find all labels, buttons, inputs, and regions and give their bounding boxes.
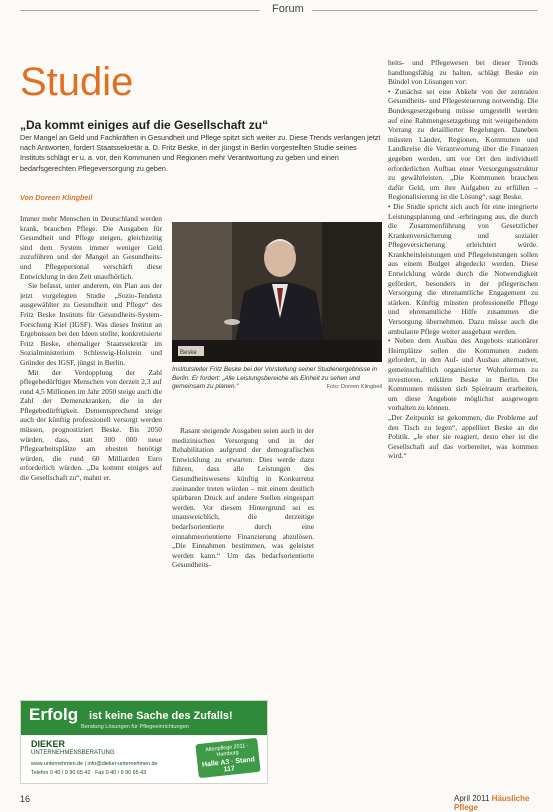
ad-booth: Halle A3 · Stand 117 bbox=[201, 756, 256, 774]
ad-phone: Telefon 0 40 / 9 90 65 42 · Fax 0 40 / 9 90 65 43 bbox=[31, 770, 147, 776]
article-author: Von Doreen Klingbeil bbox=[20, 193, 93, 202]
article-title: Studie bbox=[20, 60, 134, 104]
article-column-2 bbox=[172, 426, 314, 596]
photo-caption: Institutsleiter Fritz Beske bei der Vorstellung seiner Studienergebnisse in Berlin. Er fordert: „Alle Leistungsbereiche als Einheit zu sehen und gemeinsam zu planen.“ bbox=[172, 366, 378, 391]
ad-service: UNTERNEHMENSBERATUNG bbox=[31, 750, 115, 756]
ad-banner bbox=[21, 701, 267, 735]
ad-fair-badge bbox=[195, 738, 260, 778]
speaker-photo-illustration bbox=[172, 222, 382, 362]
article-lead: Der Mangel an Geld und Fachkräften in Gesundheit und Pflege spitzt sich weiter zu. Diese Trends verlangen jetzt nach Antworten, fordert Staatssekretär a. D. Fritz Beske, in der jüngst in Berlin vorgestellten Studie seines Instituts schlägt er u. a. vor, den Kommunen und Regionen mehr Verantwortung zu geben und einen bedarfsgerechten Pflegeversorgung zu geben. bbox=[20, 133, 381, 173]
bullet-item: • Neben dem Ausbau des Angebots stationärer Heimplätze sollen die Kommunen zudem gefordert, in den Auf- und Ausbau alternativer, gemeinschaftlich organisierter Wohnformen zu investieren, erklärte Beske in Berlin. Die Kommunen müssten sich Spielraum erarbeiten, um diese Angebote möglichst ausgewogen vorhalten zu können. bbox=[388, 336, 538, 413]
issue-footer bbox=[454, 794, 553, 812]
article-headline: „Da kommt einiges auf die Gesellschaft zu“ bbox=[20, 118, 269, 132]
ad-subtitle: Beratung Lösungen für Pflegeeinrichtungen bbox=[81, 724, 189, 730]
bullet-item: • Zunächst sei eine Abkehr von der zentralen Gesundheits- und Pflegesteuerung notwendig. Die Bundesgesetzgebung müsse umgestellt werden auf eine Rahmengesetzgebung mit weitgehendem Vorrang zu detaillierter Regelungen. Daneben müssten Länder, Regionen, Kommunen und Landkreise die Verantwortung über die Finanzen gegeben werden, um vor Ort den individuell erforderlichen Aufbau einer Versorgungsstruktur zu gewährleisten. „Die Kommunen brauchen dafür Geld, um ihre Aufgaben zu erfüllen – Regionalisierung ist die Lösung“, sagt Beske. bbox=[388, 86, 538, 202]
ad-event: Altenpflege 2011 · Hamburg bbox=[205, 742, 249, 759]
top-rule-left bbox=[20, 10, 260, 11]
paragraph: heits- und Pflegewesen bei dieser Trends handlungsfähig zu halten, schlägt Beske ein Bündel von Lösungen vor: bbox=[388, 58, 538, 87]
advertisement[interactable] bbox=[20, 700, 268, 784]
magazine-name: Häusliche Pflege bbox=[454, 794, 530, 812]
name-tag: Beske bbox=[180, 350, 197, 356]
bullet-item: • Die Studie spricht sich auch für eine integrierte Leistungsplanung und -erbringung aus, die durch die Zusammenführung von Gesetzlicher Krankenversicherung und sozialer Pflegeversicherung erleichtert würde. Krankheitsleistungen und Pflegeleistungen sollen aus einem Budget abgedeckt werden. Diese Entwicklung würde durch die Notwendigkeit gefördert, besonders in der pflegerischen Versorgung die ehrenamtliche Engagement zu stärken. Künftig müssten professionelle Pflege und ehrenamtliche Hilfe zusammen die Versorgung übernehmen. Dazu müsse auch die ambulante Pflege weiter ausgebaut werden. bbox=[388, 201, 538, 336]
page-number: 16 bbox=[20, 794, 31, 804]
paragraph: Immer mehr Menschen in Deutschland werden krank, brauchen Pflege. Die Ausgaben für Gesundheit und Pflege steigen, gleichzeitig sind dem System immer weniger Geld zuzuführen und der Mangel an Gesundheits- und Pflegepersonal verschärft diese Entwicklung in den Zeit unaufhörlich. bbox=[20, 214, 162, 281]
top-rule-right bbox=[312, 10, 538, 11]
photo-credit: Foto: Doreen Klingbeil bbox=[326, 384, 382, 390]
article-photo bbox=[172, 222, 382, 362]
paragraph: Rasant steigende Ausgaben seien auch in der medizinischen Versorgung und in der Rehabilitation aufgrund der demografischen Entwicklung zu erwarten. Dies werde dazu führen, dass alle Leistungen des Gesundheitswesens künftig in Konkurrenz zueinander treten würden – mit einem deutlich spürbaren Druck auf andere Stellen eingespart werden. Vor diesem Hintergrund sei es unausweichlich, die derzeitige bedarfsorientierte durch eine einnahmeorientierte Finanzierung abzulösen. „Die Einnahmen bestimmen, was geleistet werden kann.“ Um das bedarfsorientierte Gesundheits- bbox=[172, 426, 314, 570]
ad-slogan: ist keine Sache des Zufalls! bbox=[89, 710, 233, 722]
paragraph: Sie befasst, unter anderem, ein Plan aus der jetzt vorgelegten Studie „Sozio-Tendenz ausgewählter zu Gesundheit und Pflege“ des Fritz Beske Instituts für Gesundheits-System-Forschung Kiel (IGSF). Was dieses Institut an Ergebnissen bei den Ideen stellte, konkretisierte Fritz Beske, ehemaliger Staatssekretär im Sozialministerium Schleswig-Holstein und Gründer des IGSF, jüngst in Berlin. bbox=[20, 281, 162, 367]
article-column-3 bbox=[388, 58, 538, 768]
ad-title: Erfolg bbox=[29, 705, 79, 724]
paragraph: „Der Zeitpunkt ist gekommen, die Probleme auf den Tisch zu legen“, appelliert Beske an die Politik. „Je eher sie reagiert, desto eher ist die Gesellschaft auf das vorbereitet, was kommen wird.“ bbox=[388, 412, 538, 461]
article-column-1 bbox=[20, 214, 162, 594]
ad-company: DIEKER bbox=[31, 739, 66, 749]
section-label: Forum bbox=[272, 3, 304, 15]
issue-date: April 2011 bbox=[454, 794, 490, 803]
paragraph: Mit der Verdopplung der Zahl pflegebedürftiger Menschen von derzeit 2,3 auf rund 4,5 Millionen im Jahr 2050 steige auch die Zahl der Demenzkranken, die in der Pflegebedürftigkeit. Dementsprechend steige auch der künftig professionell versorgt werden müssen, prognostiziert Beske. Bis 2050 würden, dass, statt 300 000 neue Pflegearbeitsplätze am ehesten benötigt würden, die rund 60 Milliarden Euro erforderlich würden. „Da kommt einiges auf die Gesellschaft zu“, mahnt er. bbox=[20, 367, 162, 483]
ad-web[interactable]: www.unternehmen.de | info@dieker-unternehmen.de bbox=[31, 761, 158, 767]
